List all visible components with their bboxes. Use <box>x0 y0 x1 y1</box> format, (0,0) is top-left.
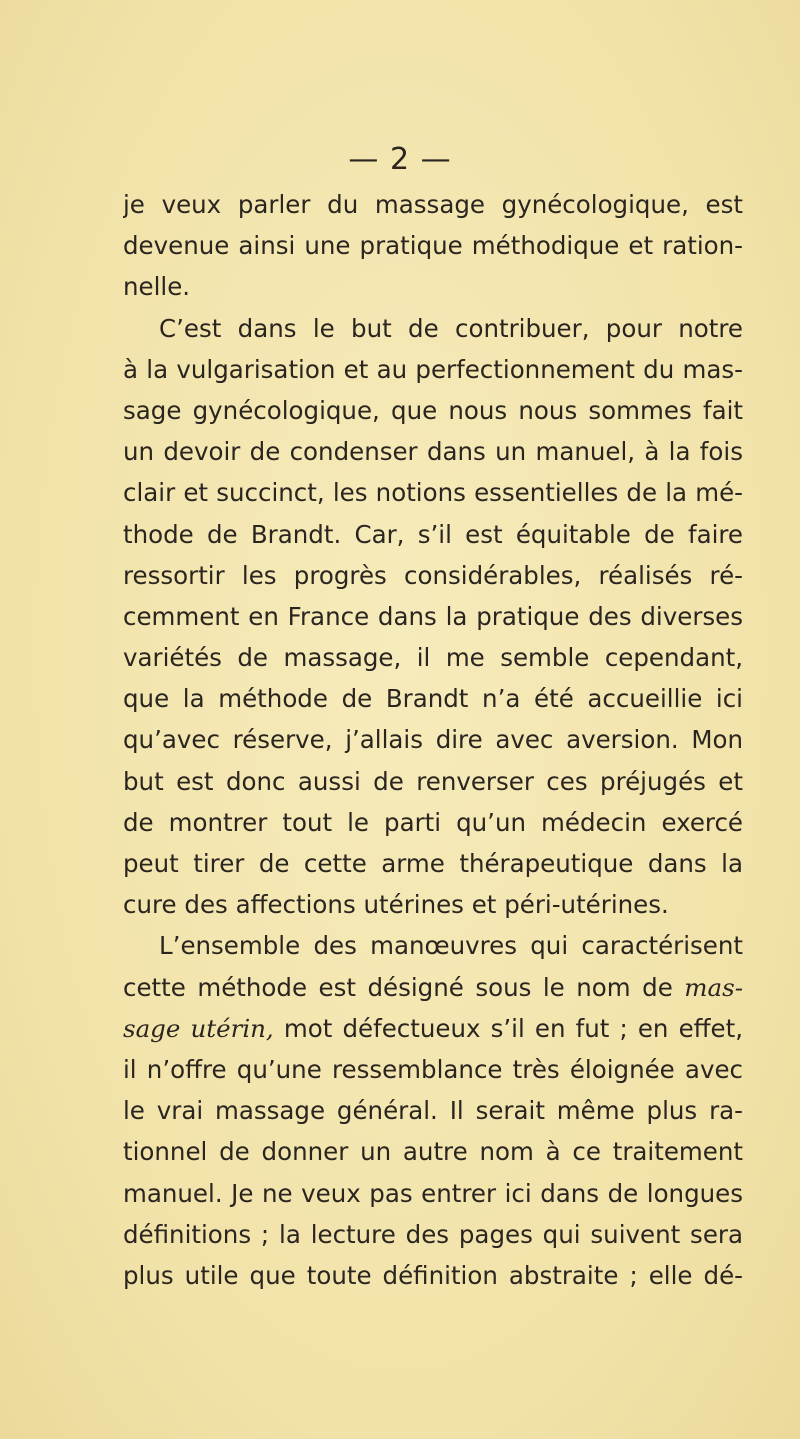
text-line: peut tirer de cette arme thérapeutique dans la <box>123 849 743 878</box>
text-line: le vrai massage général. Il serait même plus ra- <box>123 1096 743 1126</box>
text-line: je veux parler du massage gynécologique, est <box>123 190 743 219</box>
text-line: un devoir de condenser dans un manuel, à la fois <box>123 437 743 467</box>
italic-term: mas- <box>684 972 743 1002</box>
text-line: but est donc aussi de renverser ces préjugés et <box>123 766 743 796</box>
text-line: variétés de massage, il me semble cependant, <box>123 643 743 673</box>
text-line: cure des affections utérines et péri-utérines. <box>123 890 669 920</box>
text-line <box>123 1008 743 1049</box>
text-line: tionnel de donner un autre nom à ce traitement <box>123 1137 743 1167</box>
text-line: il n’offre qu’une ressemblance très éloignée avec <box>123 1054 743 1084</box>
body-text <box>123 184 743 1296</box>
text-line: définitions ; la lecture des pages qui suivent sera <box>123 1219 743 1249</box>
text-line: de montrer tout le parti qu’un médecin exercé <box>123 807 743 837</box>
text-line: cemment en France dans la pratique des diverses <box>123 601 743 631</box>
line-text: cette méthode est désigné sous le nom de <box>123 972 685 1002</box>
text-line: sage gynécologique, que nous nous sommes fait <box>123 395 743 425</box>
text-line: manuel. Je ne veux pas entrer ici dans de longues <box>123 1178 743 1208</box>
text-line: L’ensemble des manœuvres qui caractérisent <box>159 931 743 961</box>
text-line: devenue ainsi une pratique méthodique et ration- <box>123 231 743 261</box>
text-line: qu’avec réserve, j’allais dire avec aversion. Mon <box>123 725 743 755</box>
text-line: plus utile que toute définition abstraite ; elle dé- <box>123 1260 743 1290</box>
text-line <box>123 967 743 1008</box>
page-number: — 2 — <box>348 142 452 177</box>
text-line: nelle. <box>123 272 191 302</box>
text-line: C’est dans le but de contribuer, pour notre <box>159 313 743 343</box>
text-line: thode de Brandt. Car, s’il est équitable de faire <box>123 519 743 549</box>
text-line: à la vulgarisation et au perfectionnement du mas- <box>123 354 743 384</box>
italic-term: sage utérin, <box>123 1013 274 1043</box>
text-line: ressortir les progrès considérables, réalisés ré- <box>123 560 743 590</box>
text-line: clair et succinct, les notions essentielles de la mé- <box>123 478 743 508</box>
line-text: mot défectueux s’il en fut ; en effet, <box>273 1013 743 1043</box>
text-line: que la méthode de Brandt n’a été accueillie ici <box>123 684 743 714</box>
